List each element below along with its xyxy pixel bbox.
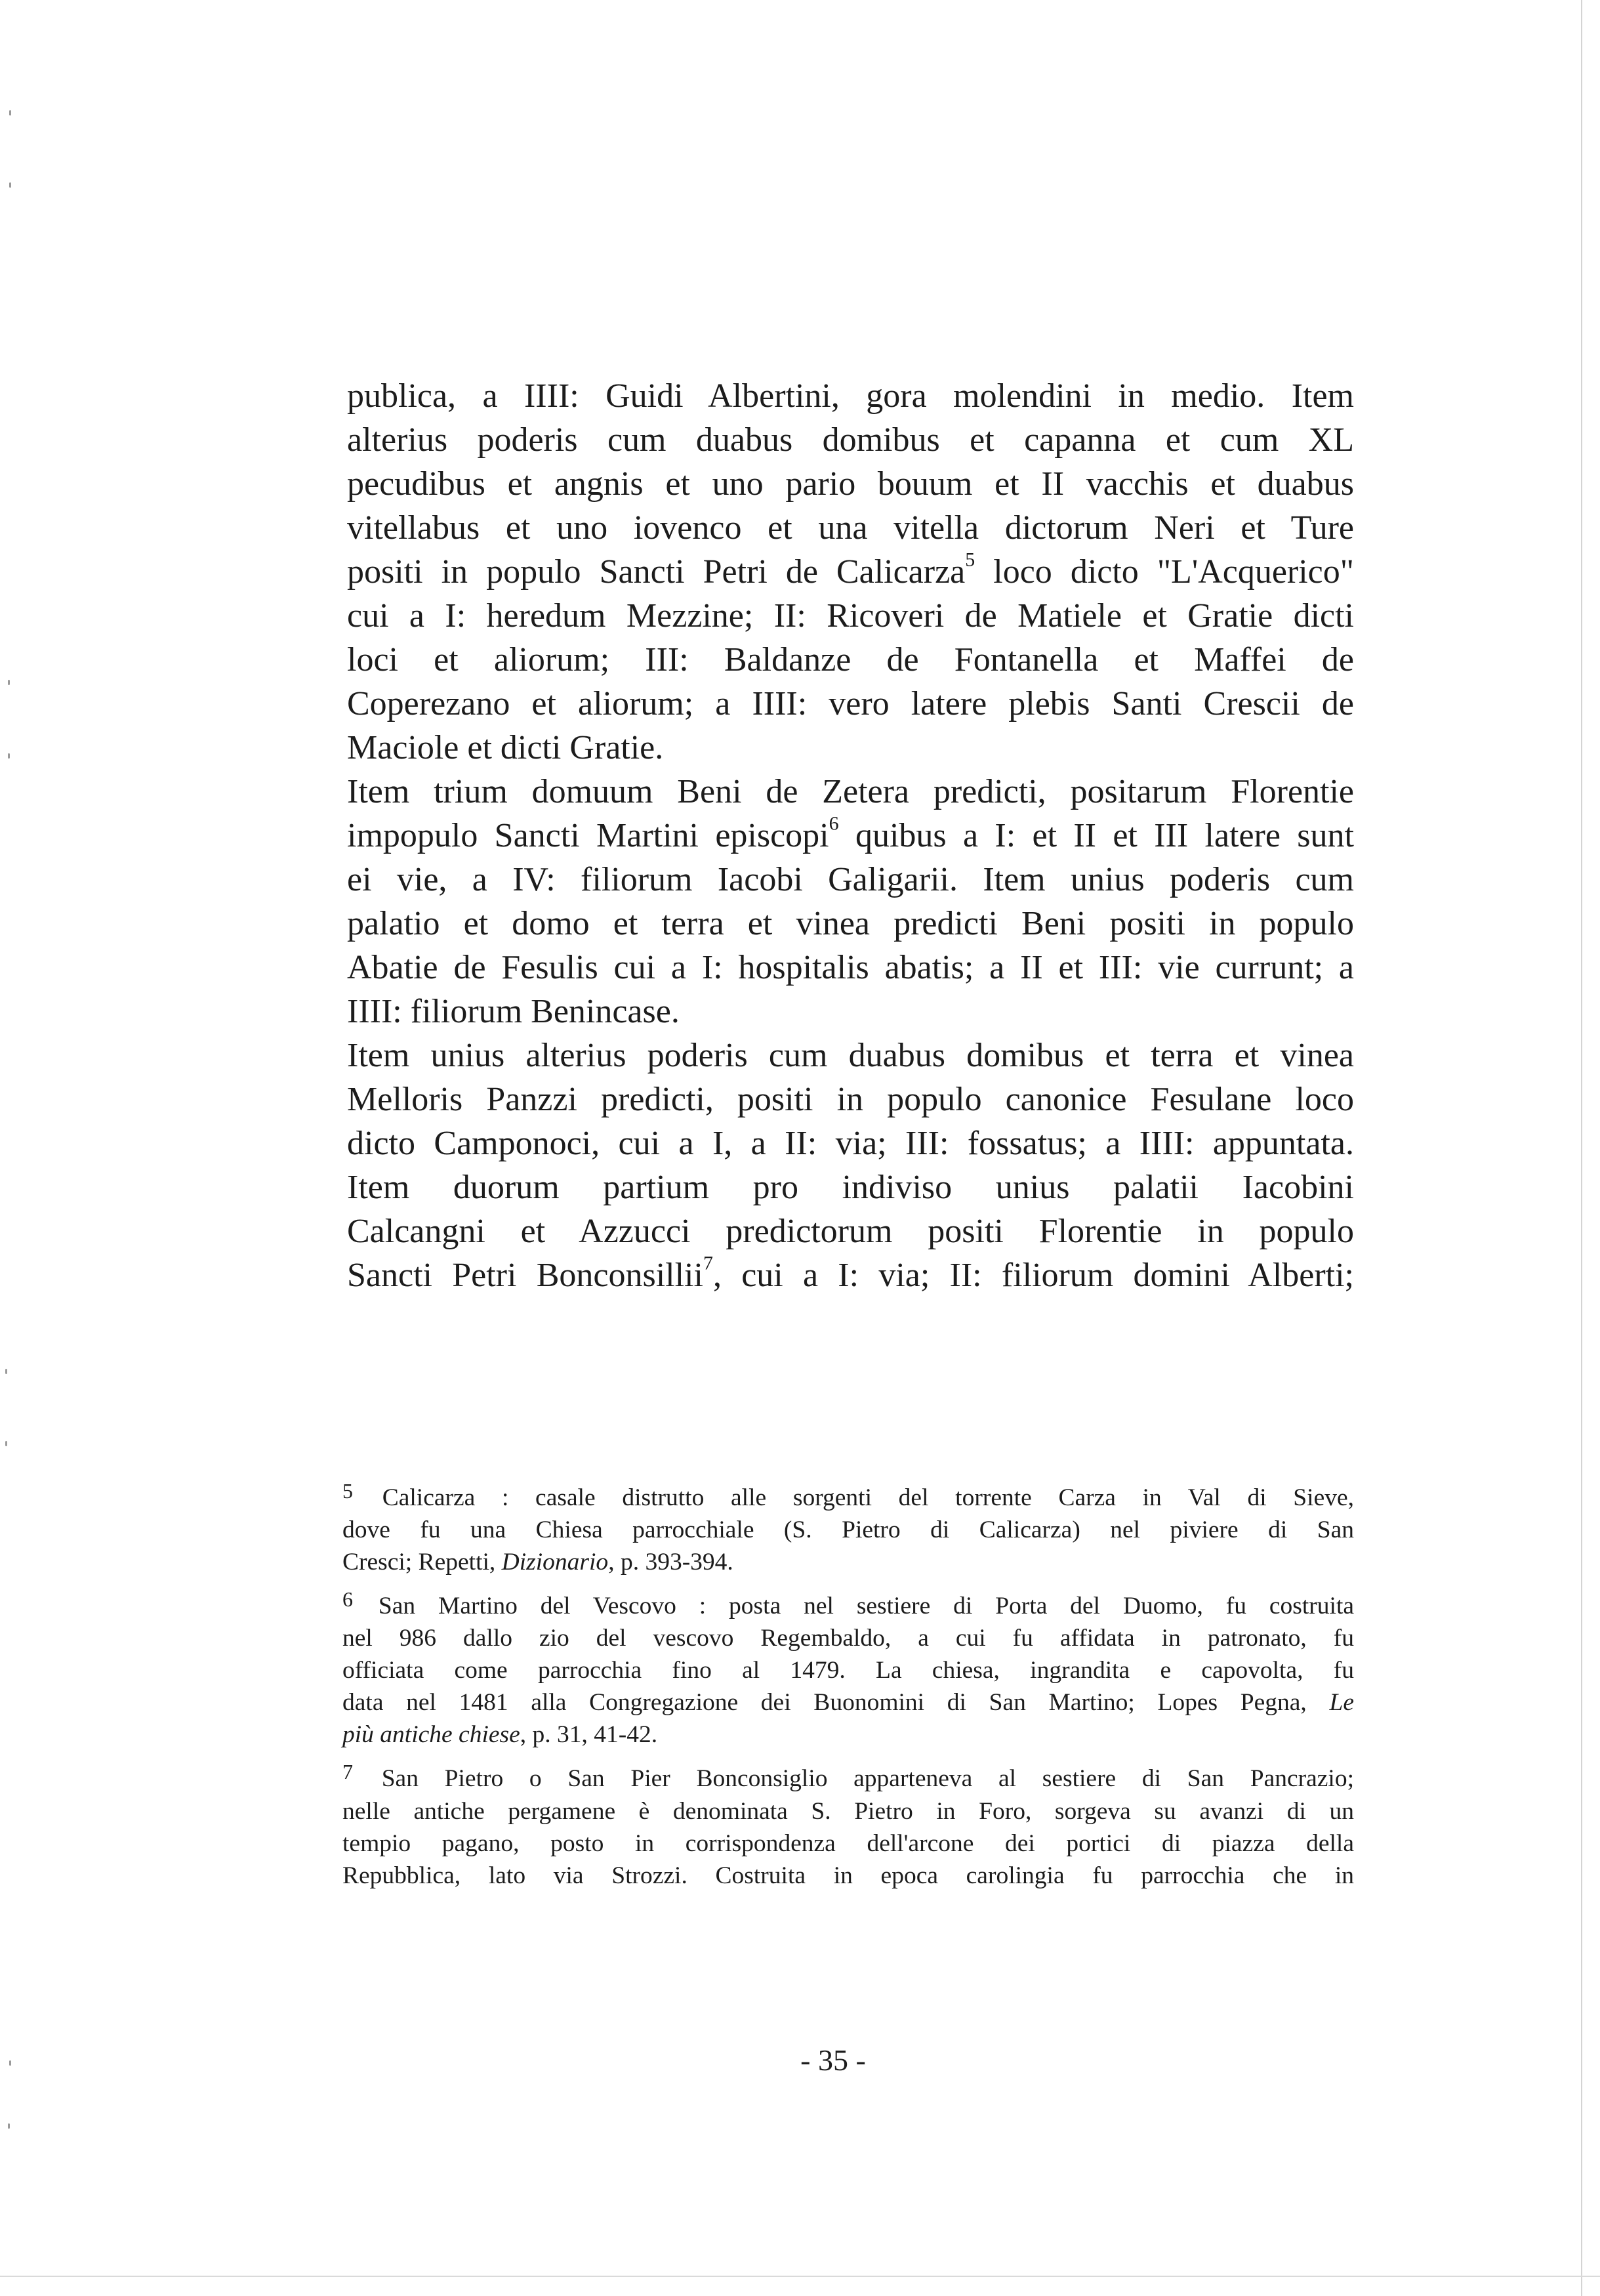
footnote-line: tempio pagano, posto in corrispondenza dell'arcone dei portici di piazza della xyxy=(342,1829,1354,1857)
footnote-text: , p. 393-394. xyxy=(608,1549,733,1576)
body-line-text: quibus a I: et II et III latere sunt xyxy=(838,817,1354,854)
body-line: Item trium domuum Beni de Zetera predicti, positarum Florentie xyxy=(347,773,1354,810)
body-line: vitellabus et uno iovenco et una vitella dictorum Neri et Ture xyxy=(347,509,1354,547)
footnote-number: 7 xyxy=(342,1760,353,1784)
footnote-ref-6: 6 xyxy=(829,812,839,835)
footnote-text: Calicarza : casale distrutto alle sorgenti del torrente Carza in Val di Sieve, xyxy=(382,1484,1354,1512)
footnote-text: Cresci; Repetti, xyxy=(342,1549,502,1576)
scan-speck xyxy=(8,753,10,759)
footnote-number: 6 xyxy=(342,1587,353,1612)
scan-speck xyxy=(9,110,11,115)
body-line: alterius poderis cum duabus domibus et capanna et cum XL xyxy=(347,421,1354,459)
footnote-italic-title: Le xyxy=(1329,1689,1354,1717)
body-line: pecudibus et angnis et uno pario bouum et II vacchis et duabus xyxy=(347,465,1354,503)
body-line: publica, a IIII: Guidi Albertini, gora molendini in medio. Item xyxy=(347,377,1354,415)
footnote-line: nel 986 dallo zio del vescovo Regembaldo, a cui fu affidata in patronato, fu xyxy=(342,1625,1354,1652)
body-line: Abatie de Fesulis cui a I: hospitalis abatis; a II et III: vie currunt; a xyxy=(347,949,1354,986)
footnote-ref-7: 7 xyxy=(703,1252,713,1274)
scan-speck xyxy=(5,1369,7,1374)
body-line xyxy=(347,814,1354,858)
footnote-number: 5 xyxy=(342,1479,353,1503)
body-line: Item unius alterius poderis cum duabus domibus et terra et vinea xyxy=(347,1037,1354,1074)
footnotes xyxy=(342,1475,1354,1892)
footnote-line xyxy=(342,1756,1354,1795)
scan-speck xyxy=(8,2123,10,2129)
body-line: Coperezano et aliorum; a IIII: vero latere plebis Santi Crescii de xyxy=(347,685,1354,722)
scan-speck xyxy=(9,182,11,188)
footnote-line xyxy=(342,1475,1354,1514)
body-line xyxy=(347,1253,1354,1297)
footnote-line xyxy=(342,1686,1354,1719)
footnote-italic-title: più antiche chiese xyxy=(342,1721,520,1749)
footnote-7 xyxy=(342,1756,1354,1891)
body-line: Melloris Panzzi predicti, positi in populo canonice Fesulane loco xyxy=(347,1081,1354,1118)
footnote-text: San Martino del Vescovo : posta nel sestiere di Porta del Duomo, fu costruita xyxy=(378,1593,1355,1620)
body-line: cui a I: heredum Mezzine; II: Ricoveri de Matiele et Gratie dicti xyxy=(347,597,1354,635)
footnote-line: nelle antiche pergamene è denominata S. Pietro in Foro, sorgeva su avanzi di un xyxy=(342,1797,1354,1825)
scan-speck xyxy=(5,1441,7,1446)
body-line: ei vie, a IV: filiorum Iacobi Galigarii. Item unius poderis cum xyxy=(347,861,1354,898)
body-line-text: Sancti Petri Bonconsillii xyxy=(347,1257,703,1294)
body-line-text: positi in populo Sancti Petri de Calicarza xyxy=(347,553,966,591)
body-line xyxy=(347,550,1354,594)
footnote-line xyxy=(342,1583,1354,1622)
body-line: IIII: filiorum Benincase. xyxy=(347,993,680,1030)
scan-speck xyxy=(8,680,10,685)
footnote-ref-5: 5 xyxy=(965,549,975,571)
scan-speck xyxy=(9,2060,11,2066)
body-line: Calcangni et Azzucci predictorum positi Florentie in populo xyxy=(347,1213,1354,1250)
footnote-5 xyxy=(342,1475,1354,1578)
page-edge-shadow xyxy=(1581,0,1582,2296)
body-line-text: loco dicto "L'Acquerico" xyxy=(975,553,1354,591)
body-line-text: impopulo Sancti Martini episcopi xyxy=(347,817,829,854)
footnote-6 xyxy=(342,1583,1354,1751)
footnote-text: data nel 1481 alla Congregazione dei Buonomini di San Martino; Lopes Pegna, xyxy=(342,1689,1330,1717)
footnote-line xyxy=(342,1719,1354,1751)
body-line-text: , cui a I: via; II: filiorum domini Alberti; xyxy=(712,1257,1355,1294)
footnote-line xyxy=(342,1546,1354,1578)
footnote-line: Repubblica, lato via Strozzi. Costruita in epoca carolingia fu parrocchia che in xyxy=(342,1862,1354,1889)
page-bottom-shadow xyxy=(0,2276,1600,2277)
body-line: Maciole et dicti Gratie. xyxy=(347,729,664,766)
footnote-text: , p. 31, 41-42. xyxy=(520,1721,658,1749)
footnote-italic-title: Dizionario xyxy=(501,1549,609,1576)
footnote-text: San Pietro o San Pier Bonconsiglio apparteneva al sestiere di San Pancrazio; xyxy=(381,1765,1354,1793)
body-line: loci et aliorum; III: Baldanze de Fontanella et Maffei de xyxy=(347,641,1354,678)
footnote-line: dove fu una Chiesa parrocchiale (S. Pietro di Calicarza) nel piviere di San xyxy=(342,1516,1354,1544)
footnote-line: officiata come parrocchia fino al 1479. La chiesa, ingrandita e capovolta, fu xyxy=(342,1657,1354,1684)
body-line: Item duorum partium pro indiviso unius palatii Iacobini xyxy=(347,1169,1354,1206)
body-line: palatio et domo et terra et vinea predicti Beni positi in populo xyxy=(347,905,1354,942)
page-number: - 35 - xyxy=(800,2043,866,2077)
body-line: dicto Camponoci, cui a I, a II: via; III: fossatus; a IIII: appuntata. xyxy=(347,1125,1354,1162)
main-body-text xyxy=(347,374,1354,1297)
